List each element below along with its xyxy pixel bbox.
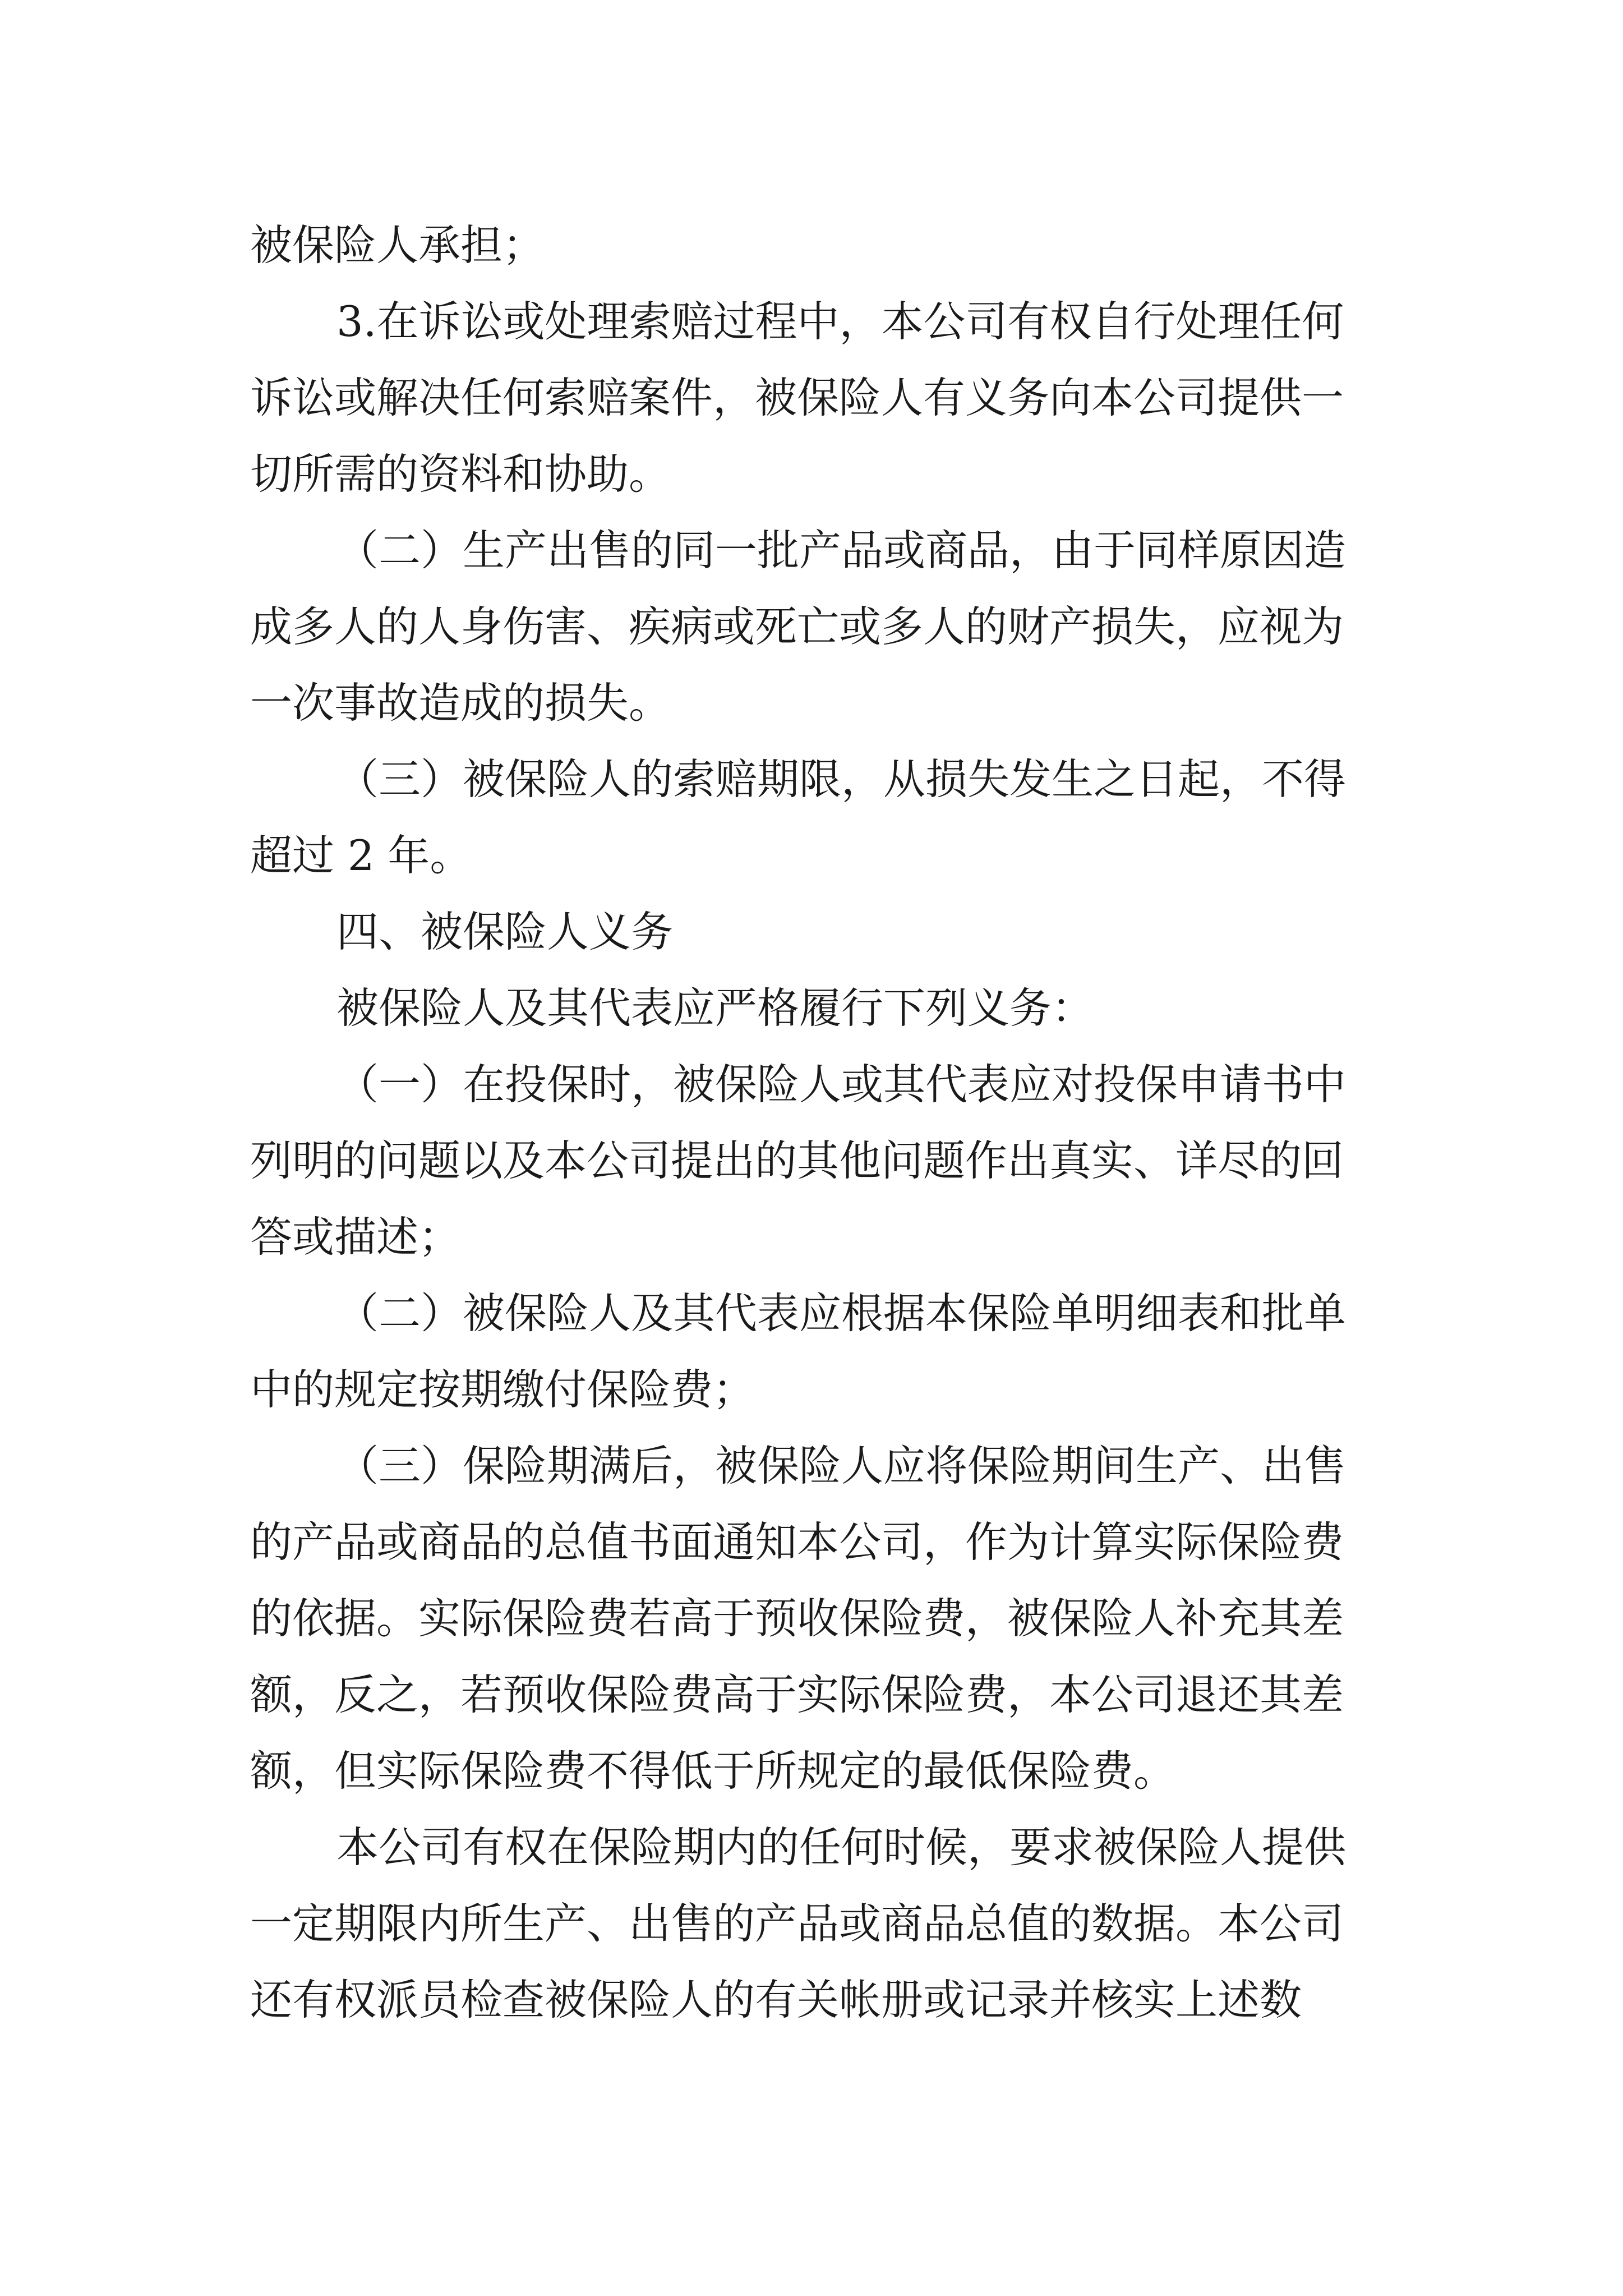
text-line: 一定期限内所生产、出售的产品或商品总值的数据。本公司 (250, 1899, 1344, 1948)
text-line: 被保险人承担； (250, 220, 545, 270)
text-line: （二）生产出售的同一批产品或商品，由于同样原因造 (336, 526, 1347, 575)
text-line: 中的规定按期缴付保险费； (250, 1365, 755, 1414)
text-line: 一次事故造成的损失。 (250, 678, 671, 728)
text-line: 成多人的人身伤害、疾病或死亡或多人的财产损失，应视为 (250, 602, 1344, 651)
text-line: 列明的问题以及本公司提出的其他问题作出真实、详尽的回 (250, 1136, 1344, 1185)
text-line: 答或描述； (250, 1212, 461, 1262)
text-line: （二）被保险人及其代表应根据本保险单明细表和批单 (336, 1289, 1347, 1338)
text-line: 诉讼或解决任何索赔案件，被保险人有义务向本公司提供一 (250, 373, 1344, 422)
text-line: 额，但实际保险费不得低于所规定的最低保险费。 (250, 1746, 1176, 1796)
text-line: 被保险人及其代表应严格履行下列义务： (336, 983, 1094, 1033)
text-line: 超过 2 年。 (250, 831, 472, 880)
text-line: （三）保险期满后，被保险人应将保险期间生产、出售 (336, 1441, 1347, 1490)
text-line: 的产品或商品的总值书面通知本公司，作为计算实际保险费 (250, 1517, 1344, 1567)
text-line: （一）在投保时，被保险人或其代表应对投保申请书中 (336, 1060, 1347, 1109)
section-heading: 四、被保险人义务 (336, 907, 674, 956)
text-line: 切所需的资料和协助。 (250, 449, 671, 499)
text-line: 的依据。实际保险费若高于预收保险费，被保险人补充其差 (250, 1594, 1344, 1643)
text-line: 还有权派员检查被保险人的有关帐册或记录并核实上述数 (250, 1975, 1302, 2024)
text-line: 本公司有权在保险期内的任何时候，要求被保险人提供 (336, 1823, 1347, 1872)
text-line: 3.在诉讼或处理索赔过程中，本公司有权自行处理任何 (336, 297, 1344, 346)
text-line: 额，反之，若预收保险费高于实际保险费，本公司退还其差 (250, 1670, 1344, 1719)
text-line: （三）被保险人的索赔期限，从损失发生之日起，不得 (336, 754, 1347, 804)
